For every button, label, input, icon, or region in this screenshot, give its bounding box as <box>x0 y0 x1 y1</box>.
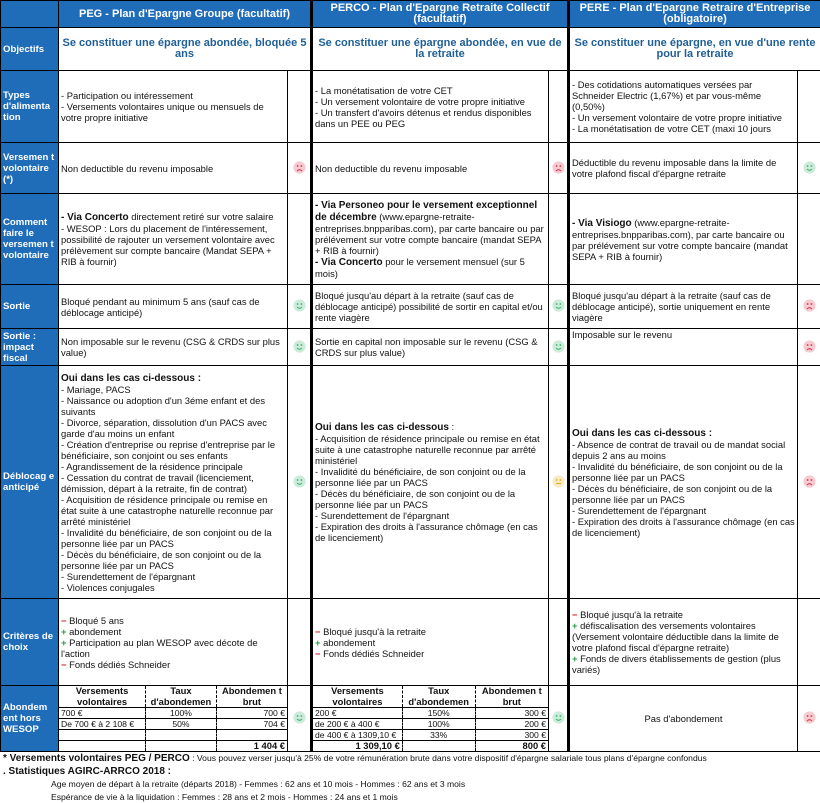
abondement-value: de 400 € à 1309,10 € <box>313 730 402 741</box>
text-segment: - Via Concerto <box>315 257 383 268</box>
abondement-value: de 200 € à 400 € <box>313 719 402 730</box>
happy-face-icon <box>552 711 565 724</box>
minus-icon: − <box>61 659 66 670</box>
cell-line <box>315 637 546 648</box>
text-segment: - Décès du bénéficiaire, de son conjoint ou de la personne liée par un PACS <box>572 483 772 505</box>
rating-cell <box>288 71 312 143</box>
rating-cell <box>798 686 820 752</box>
text-segment: - Via Concerto <box>61 212 129 223</box>
cell-line <box>315 163 546 174</box>
sad-face-icon <box>803 299 816 312</box>
text-segment: - Un transfert d'avoirs détenus et rendus disponibles dans un PEE ou PEG <box>315 107 532 129</box>
cell-pere <box>569 366 798 599</box>
happy-face-icon <box>803 161 816 174</box>
row-label: Critères de choix <box>1 599 59 686</box>
abondement-header <box>59 686 287 708</box>
footnote-title: * Versements volontaires PEG / PERCO <box>3 753 190 764</box>
text-segment: Fonds dédiés Schneider <box>320 648 424 659</box>
stats-line: Espérance de vie à la liquidation : Femmes : 28 ans et 2 mois - Hommes : 24 ans et 1 mois <box>3 791 820 803</box>
cell-line <box>61 659 285 670</box>
text-segment: Déductible du revenu imposable dans la limite de votre plafond fiscal d'épargne retraite <box>572 157 776 179</box>
cell-line <box>572 79 795 112</box>
abondement-table <box>313 686 548 751</box>
text-segment: - Violences conjugales <box>61 582 155 593</box>
cell-line <box>572 427 795 439</box>
happy-face-icon <box>293 475 306 488</box>
text-segment: Imposable sur le revenu <box>572 329 672 340</box>
cell-peg <box>59 366 288 599</box>
cell-peg <box>59 143 288 194</box>
text-segment: - Via Personeo pour le versement exceptionnel de décembre <box>315 200 537 223</box>
cell-line <box>315 421 546 433</box>
cell-line <box>61 527 285 549</box>
cell-line <box>572 112 795 123</box>
plus-icon: + <box>572 653 577 664</box>
cell-line <box>572 461 795 483</box>
text-segment: - Via Visiogo <box>572 218 632 229</box>
text-segment: Participation au plan WESOP avec décote de l'action <box>61 637 258 659</box>
cell-perco <box>312 366 549 599</box>
cell-line <box>572 123 795 134</box>
cell-line <box>572 505 795 516</box>
abondement-line <box>59 730 287 741</box>
rating-cell <box>549 366 569 599</box>
table-row <box>1 366 820 599</box>
abondement-total <box>59 740 287 751</box>
text-segment: - Expiration des droits à l'assurance chômage (en cas de licenciement) <box>572 516 795 538</box>
happy-face-icon <box>293 340 306 353</box>
text-segment: (www.epargne-retraite-entreprises.bnpparibas.com), par carte bancaire ou par prélévement sur votre compte bancaire (mandat SEPA + RIB à fournir) <box>572 217 788 262</box>
footer-notes <box>0 752 820 803</box>
sad-face-icon <box>293 161 306 174</box>
text-segment: - Un versement volontaire de votre propre initiative <box>315 96 525 107</box>
cell-peg <box>59 194 288 285</box>
rating-cell <box>798 71 820 143</box>
cell-line <box>61 395 285 417</box>
cell-line <box>61 637 285 659</box>
objective-peg: Se constituer une épargne abondée, bloquée 5 ans <box>59 28 312 71</box>
cell-line <box>572 516 795 538</box>
abondement-value <box>146 730 217 741</box>
row-label: Abondem ent hors WESOP <box>1 686 59 752</box>
cell-line <box>572 653 795 675</box>
text-segment: - Versements volontaires unique ou mensuels de votre propre initiative <box>61 101 264 123</box>
text-segment: - La monétatisation de votre CET <box>315 85 453 96</box>
text-segment: Bloqué jusqu'au départ à la retraite (sauf cas de déblocage anticipé) possibilité de sortir en capital et/ou rente viagère <box>315 290 543 323</box>
cell-line <box>572 290 795 323</box>
rating-cell <box>798 194 820 285</box>
row-label: Sortie : impact fiscal <box>1 329 59 366</box>
cell-line <box>315 521 546 543</box>
text-segment: - Agrandissement de la résidence principale <box>61 461 243 472</box>
abondement-table-peg <box>59 686 288 752</box>
cell-line <box>572 620 795 653</box>
sad-face-icon <box>803 340 816 353</box>
cell-line <box>572 609 795 620</box>
text-segment: Oui dans les cas ci-dessous : <box>572 428 712 439</box>
abondement-value <box>402 741 475 752</box>
cell-line <box>315 199 546 256</box>
text-segment: - WESOP : Lors du placement de l'intéressement, possibilité de rajouter un versement volontaire avec prélèvement sur compte bancaire (Mandat SEPA + RIB à fournir) <box>61 223 275 267</box>
text-segment: Sortie en capital non imposable sur le revenu (CSG & CRDS sur plus value) <box>315 336 538 358</box>
text-segment: - Surendettement de l'épargnant <box>61 571 195 582</box>
abondement-value: 150% <box>402 708 475 719</box>
abondement-value: 33% <box>402 730 475 741</box>
text-segment: - Un versement volontaire de votre propre initiative <box>572 112 782 123</box>
cell-pere <box>569 599 798 686</box>
abondement-value: 100% <box>146 708 217 719</box>
text-segment: - Naissance ou adoption d'un 3éme enfant et des suivants <box>61 395 265 417</box>
cell-line <box>61 439 285 461</box>
cell-perco <box>312 143 549 194</box>
text-segment: - Surendettement de l'épargnant <box>315 510 449 521</box>
abondement-value: 200 € <box>475 719 548 730</box>
text-segment: abondement <box>66 626 121 637</box>
cell-perco <box>312 599 549 686</box>
rating-cell <box>798 599 820 686</box>
header-row <box>1 1 820 28</box>
sad-face-icon <box>803 711 816 724</box>
text-segment: Oui dans les cas ci-dessous : <box>61 373 201 384</box>
abondement-value: 700 € <box>59 708 146 719</box>
column-header: Taux d'abondemen <box>402 686 475 708</box>
cell-peg <box>59 285 288 329</box>
rating-cell <box>288 599 312 686</box>
text-segment: - Cessation du contrat de travail (licenciement, démission, départ à la retraite, fin de contrat) <box>61 472 254 494</box>
abondement-value: 100% <box>402 719 475 730</box>
text-segment: défiscalisation des versements volontaires (Versement volontaire déductible dans la limite de votre plafond fiscal d'épargne retraite) <box>572 620 779 653</box>
plan-title-peg: PEG - Plan d'Epargne Groupe (facultatif) <box>59 1 312 28</box>
cell-line <box>315 256 546 279</box>
text-segment: - Invalidité du bénéficiaire, de son conjoint ou de la personne liée par un PACS <box>61 527 272 549</box>
cell-line <box>61 571 285 582</box>
cell-line <box>572 483 795 505</box>
cell-line <box>61 549 285 571</box>
cell-line <box>61 626 285 637</box>
plus-icon: + <box>315 637 320 648</box>
rating-cell <box>549 194 569 285</box>
plus-icon: + <box>572 620 577 631</box>
cell-line <box>61 223 285 267</box>
abondement-value <box>216 730 287 741</box>
abondement-value: 50% <box>146 719 217 730</box>
abondement-value: 200 € <box>313 708 402 719</box>
table-row <box>1 285 820 329</box>
happy-face-icon <box>552 299 565 312</box>
footnote-text: : Vous pouvez verser jusqu'à 25% de votre rémunération brute dans votre dispositif d'épargne salariale tous plans d'épargne confondus <box>190 753 707 763</box>
abondement-header <box>313 686 548 708</box>
cell-line <box>61 384 285 395</box>
rating-cell <box>549 599 569 686</box>
cell-pere <box>569 143 798 194</box>
cell-line <box>61 417 285 439</box>
cell-line <box>315 626 546 637</box>
abondement-table-perco <box>312 686 549 752</box>
text-segment: - La monétatisation de votre CET (maxi 10 jours <box>572 123 771 134</box>
abondement-value: 1 404 € <box>216 740 287 751</box>
text-segment: - Invalidité du bénéficiaire, de son conjoint ou de la personne liée par un PACS <box>315 466 526 488</box>
text-segment: - Acquisition de résidence principale ou remise en état suite à une catastrophe naturelle reconnue par arrêté ministériel <box>61 494 273 527</box>
text-segment: - Divorce, séparation, dissolution d'un PACS avec garde d'au moins un enfant <box>61 417 267 439</box>
row-label: Comment faire le versemen t volontaire <box>1 194 59 285</box>
text-segment: Bloqué jusqu'à la retraite <box>320 626 426 637</box>
abondement-value: 704 € <box>216 719 287 730</box>
text-segment: - Surendettement de l'épargnant <box>572 505 706 516</box>
column-header: Abondemen t brut <box>216 686 287 708</box>
minus-icon: − <box>61 615 66 626</box>
table-row <box>1 71 820 143</box>
cell-line <box>61 101 285 123</box>
cell-line <box>315 510 546 521</box>
table-row <box>1 143 820 194</box>
abondement-value: 300 € <box>475 708 548 719</box>
text-segment: Bloqué 5 ans <box>66 615 123 626</box>
text-segment: - Mariage, PACS <box>61 384 131 395</box>
text-segment: Bloqué jusqu'à la retraite <box>577 609 683 620</box>
text-segment: Fonds dédiés Schneider <box>66 659 170 670</box>
row-label: Types d'alimenta tion <box>1 71 59 143</box>
abondement-total <box>313 741 548 752</box>
table-row <box>1 329 820 366</box>
minus-icon: − <box>572 609 577 620</box>
happy-face-icon <box>552 340 565 353</box>
cell-line <box>315 96 546 107</box>
text-segment: Fonds de divers établissements de gestion (plus variés) <box>572 653 781 675</box>
plan-title-perco: PERCO - Plan d'Epargne Retraite Collectif (facultatif) <box>312 1 569 28</box>
cell-line <box>315 290 546 323</box>
text-segment: Bloqué jusqu'au départ à la retraite (sauf cas de déblocage anticipé), sortie uniquement en rente viagère <box>572 290 771 323</box>
text-segment: - Création d'entreprise ou reprise d'entreprise par le bénéficiaire, son conjoint ou ses enfants <box>61 439 275 461</box>
abondement-line <box>313 719 548 730</box>
text-segment: - Des cotidations automatiques versées par Schneider Electric (1,67%) et par vous-même (0,50%) <box>572 79 761 112</box>
cell-line <box>572 329 795 340</box>
minus-icon: − <box>315 626 320 637</box>
rating-cell <box>549 285 569 329</box>
abondement-value <box>146 740 217 751</box>
cell-line <box>315 466 546 488</box>
text-segment: - Absence de contrat de travail ou de mandat social depuis 2 ans au moins <box>572 439 785 461</box>
abondement-value: 800 € <box>475 741 548 752</box>
cell-line <box>61 582 285 593</box>
cell-line <box>61 336 285 358</box>
table-row <box>1 194 820 285</box>
cell-line <box>61 296 285 318</box>
cell-peg <box>59 329 288 366</box>
rating-cell <box>288 285 312 329</box>
text-segment: - Décès du bénéficiaire, de son conjoint ou de la personne liée par un PACS <box>61 549 261 571</box>
abondement-value <box>59 730 146 741</box>
happy-face-icon <box>293 299 306 312</box>
corner-cell <box>1 1 59 28</box>
rating-cell <box>549 71 569 143</box>
abondement-value: 300 € <box>475 730 548 741</box>
rating-cell <box>798 366 820 599</box>
rating-cell <box>798 143 820 194</box>
abondement-pere: Pas d'abondement <box>569 686 798 752</box>
cell-pere <box>569 285 798 329</box>
objectives-row <box>1 28 820 71</box>
cell-line <box>572 157 795 179</box>
abondement-value: 1 309,10 € <box>313 741 402 752</box>
rating-cell <box>288 194 312 285</box>
cell-line <box>61 461 285 472</box>
cell-line <box>61 472 285 494</box>
text-segment: Non imposable sur le revenu (CSG & CRDS sur plus value) <box>61 336 280 358</box>
cell-perco <box>312 71 549 143</box>
column-header: Taux d'abondemen <box>146 686 217 708</box>
cell-perco <box>312 285 549 329</box>
rating-cell <box>288 143 312 194</box>
cell-line <box>315 336 546 358</box>
abondement-row <box>1 686 820 752</box>
text-segment: - Invalidité du bénéficiaire, de son conjoint ou de la personne liée par un PACS <box>572 461 783 483</box>
objective-pere: Se constituer une épargne, en vue d'une rente pour la retraite <box>569 28 820 71</box>
cell-perco <box>312 329 549 366</box>
abondement-line <box>59 708 287 719</box>
rating-cell <box>288 366 312 599</box>
plan-title-pere: PERE - Plan d'Epargne Retraire d'Entreprise (obligatoire) <box>569 1 820 28</box>
text-segment: (www.epargne-retraite-entreprises.bnpparibas.com), par carte bancaire ou par prélévement sur votre compte bancaire (mandat SEPA + RIB à fournir) <box>315 211 544 256</box>
cell-pere <box>569 329 798 366</box>
rating-cell <box>798 285 820 329</box>
rating-cell <box>549 143 569 194</box>
sad-face-icon <box>803 475 816 488</box>
text-segment: - Expiration des droits à l'assurance chômage (en cas de licenciement) <box>315 521 538 543</box>
cell-line <box>315 107 546 129</box>
stats-title: . Statistiques AGIRC-ARRCO 2018 : <box>3 766 820 779</box>
footnote <box>3 752 820 766</box>
abondement-line <box>313 730 548 741</box>
column-header: Abondemen t brut <box>475 686 548 708</box>
minus-icon: − <box>315 648 320 659</box>
cell-peg <box>59 599 288 686</box>
cell-line <box>315 648 546 659</box>
cell-pere <box>569 194 798 285</box>
cell-line <box>572 217 795 262</box>
abondement-line <box>313 708 548 719</box>
neutral-face-icon <box>552 475 565 488</box>
cell-line <box>61 494 285 527</box>
cell-line <box>572 439 795 461</box>
abondement-value: De 700 € à 2 108 € <box>59 719 146 730</box>
text-segment: : <box>449 421 454 432</box>
abondement-value <box>59 740 146 751</box>
text-segment: pour le versement mensuel (sur 5 mois) <box>315 256 525 279</box>
row-label: Sortie <box>1 285 59 329</box>
row-label: Déblocag e anticipé <box>1 366 59 599</box>
table-row <box>1 599 820 686</box>
cell-perco <box>312 194 549 285</box>
text-segment: Non deductible du revenu imposable <box>315 163 467 174</box>
happy-face-icon <box>293 711 306 724</box>
rating-cell <box>549 329 569 366</box>
cell-line <box>315 85 546 96</box>
stats-line: Age moyen de départ à la retraite (départs 2018) - Femmes : 62 ans et 10 mois - Hommes : 62 ans et 3 mois <box>3 778 820 791</box>
text-segment: abondement <box>320 637 375 648</box>
cell-peg <box>59 71 288 143</box>
cell-line <box>61 90 285 101</box>
cell-line <box>315 433 546 466</box>
row-label: Versemen t volontaire (*) <box>1 143 59 194</box>
text-segment: - Décès du bénéficiaire, de son conjoint ou de la personne liée par un PACS <box>315 488 515 510</box>
text-segment: Oui dans les cas ci-dessous <box>315 422 449 433</box>
text-segment: - Participation ou intéressement <box>61 90 193 101</box>
column-header: Versements volontaires <box>59 686 146 708</box>
cell-line <box>61 163 285 174</box>
plus-icon: + <box>61 626 66 637</box>
rating-cell <box>288 329 312 366</box>
text-segment: Non deductible du revenu imposable <box>61 163 213 174</box>
cell-pere <box>569 71 798 143</box>
text-segment: Bloqué pendant au minimum 5 ans (sauf cas de déblocage anticipé) <box>61 296 260 318</box>
text-segment: directement retiré sur votre salaire <box>129 211 274 222</box>
plus-icon: + <box>61 637 66 648</box>
text-segment: - Acquisition de résidence principale ou remise en état suite à une catastrophe naturelle reconnue par arrêté ministériel <box>315 433 540 466</box>
sad-face-icon <box>552 161 565 174</box>
rating-cell <box>549 686 569 752</box>
row-label: Objectifs <box>1 28 59 71</box>
cell-line <box>315 488 546 510</box>
abondement-line <box>59 719 287 730</box>
objective-perco: Se constituer une épargne abondée, en vue de la retraite <box>312 28 569 71</box>
abondement-table <box>59 686 287 751</box>
cell-line <box>61 211 285 223</box>
cell-line <box>61 372 285 384</box>
column-header: Versements volontaires <box>313 686 402 708</box>
rating-cell <box>288 686 312 752</box>
cell-line <box>61 615 285 626</box>
abondement-value: 700 € <box>216 708 287 719</box>
rating-cell <box>798 329 820 366</box>
